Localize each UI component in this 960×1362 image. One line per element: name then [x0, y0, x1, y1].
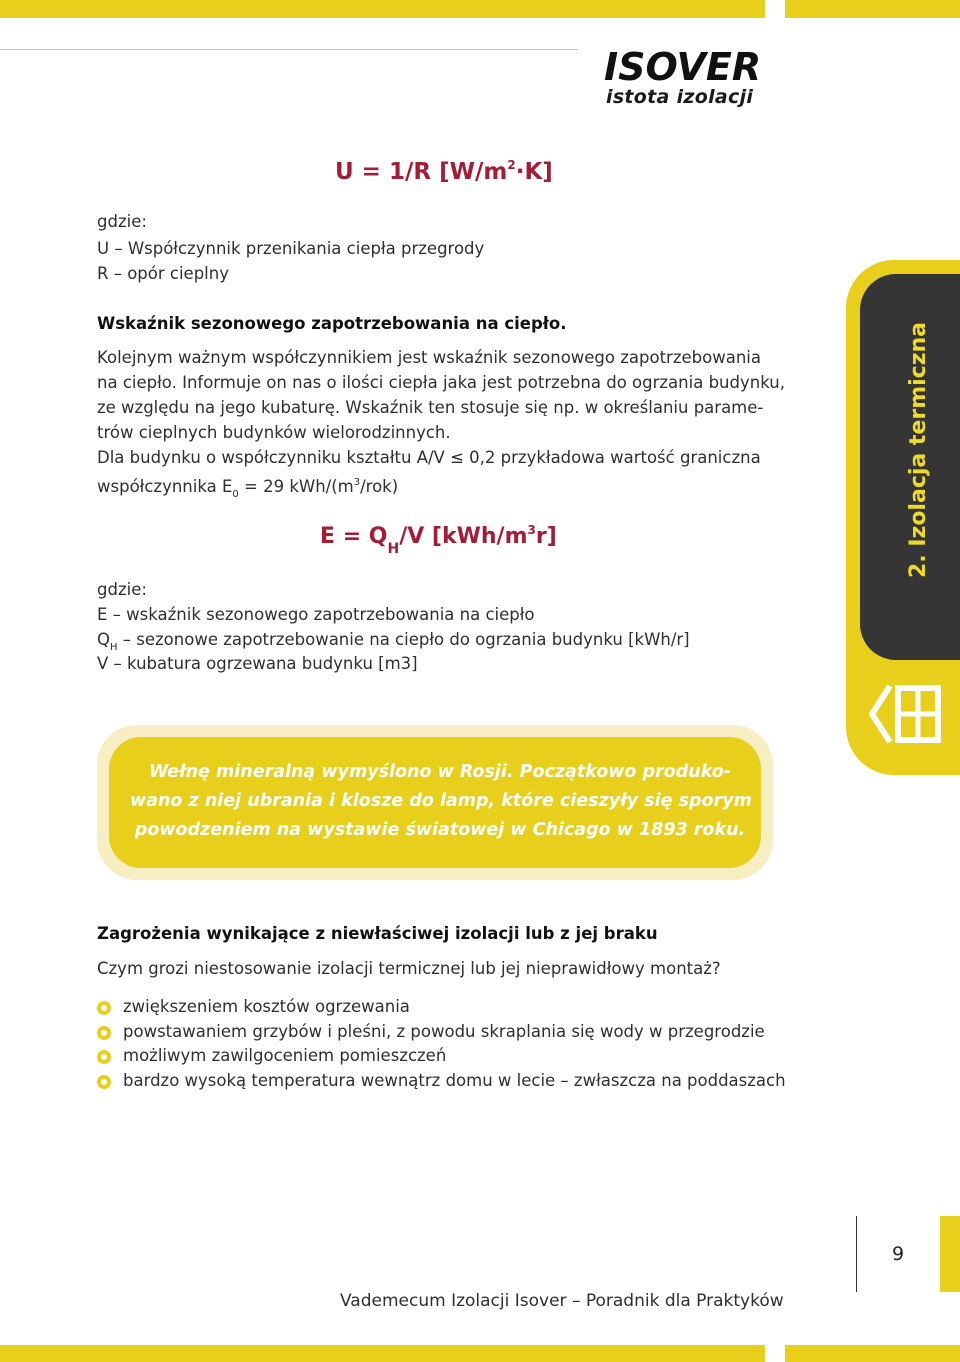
bullet-icon: [97, 1026, 111, 1040]
chapter-label: 2. Izolacja termiczna: [906, 321, 931, 578]
section1-heading: Wskaźnik sezonowego zapotrzebowania na ciepło.: [97, 314, 567, 333]
header-divider: [0, 49, 578, 50]
section2-question: Czym grozi niestosowanie izolacji termicznej lub jej nieprawidłowy montaż?: [97, 959, 721, 978]
list-item: bardzo wysoką temperatura wewnątrz domu w lecie – zwłaszcza na poddaszach: [97, 1069, 786, 1094]
section1-text-5: Dla budynku o współczynniku kształtu A/V ≤ 0,2 przykładowa wartość graniczna: [97, 448, 761, 467]
house-window-icon: [868, 680, 944, 752]
legend2-gdzie: gdzie:: [97, 580, 147, 599]
section1-text-1: Kolejnym ważnym współczynnikiem jest wskaźnik sezonowego zapotrzebowania: [97, 348, 761, 367]
top-yellow-bar: [0, 0, 765, 18]
section1-text-3: ze względu na jego kubaturę. Wskaźnik ten stosuje się np. w określaniu parame-: [97, 398, 764, 417]
formula-u: U = 1/R $[W/m^2\cdot K]$: [335, 158, 553, 185]
legend2-line-q: $Q_H$ – sezonowe zapotrzebowanie na ciepło do ogrzania budynku [kWh/r]: [97, 630, 690, 653]
footer-title: Vademecum Izolacji Isover – Poradnik dla Praktyków: [340, 1291, 784, 1311]
legend1-gdzie: gdzie:: [97, 212, 147, 231]
top-yellow-bar-right: [785, 0, 960, 18]
footer-divider: [856, 1216, 857, 1292]
section1-text-6: współczynnika $E_0 = 29$ kWh/$(m^3/rok)$: [97, 477, 399, 500]
logo-text: ISOVER: [604, 45, 762, 89]
list-item: powstawaniem grzybów i pleśni, z powodu skraplania się wody w przegrodzie: [97, 1020, 786, 1045]
bottom-yellow-bar-right: [785, 1345, 960, 1362]
bullet-icon: [97, 1050, 111, 1064]
legend2-line-e: E – wskaźnik sezonowego zapotrzebowania na ciepło: [97, 605, 535, 624]
threat-list: [97, 995, 786, 1093]
legend1-line-r: R – opór cieplny: [97, 264, 229, 283]
legend2-line-v: V – kubatura ogrzewana budynku [m3]: [97, 654, 418, 673]
section1-text-2: na ciepło. Informuje on nas o ilości ciepła jaka jest potrzebna do ogrzania budynku,: [97, 373, 785, 392]
page-marker: [940, 1216, 960, 1292]
formula-e: $E = Q_H/V$ $[kWh/m^3r]$: [320, 523, 557, 557]
list-item: możliwym zawilgoceniem pomieszczeń: [97, 1044, 786, 1069]
list-item: zwiększeniem kosztów ogrzewania: [97, 995, 786, 1020]
logo-tagline: istota izolacji: [606, 86, 754, 108]
bullet-icon: [97, 1001, 111, 1015]
isover-logo: [604, 40, 774, 90]
bullet-icon: [97, 1075, 111, 1089]
page-number: 9: [892, 1243, 905, 1265]
section2-heading: Zagrożenia wynikające z niewłaściwej izolacji lub z jej braku: [97, 924, 658, 943]
bottom-yellow-bar: [0, 1345, 765, 1362]
fact-box-text: Wełnę mineralną wymyślono w Rosji. Początkowo produko- wano z niej ubrania i klosze do lamp, które cieszyły się sporym powodzeniem na wystawie światowej w Chicago w 1893 roku.: [130, 762, 752, 840]
section1-text-4: trów cieplnych budynków wielorodzinnych.: [97, 423, 451, 442]
legend1-line-u: U – Współczynnik przenikania ciepła przegrody: [97, 239, 485, 258]
